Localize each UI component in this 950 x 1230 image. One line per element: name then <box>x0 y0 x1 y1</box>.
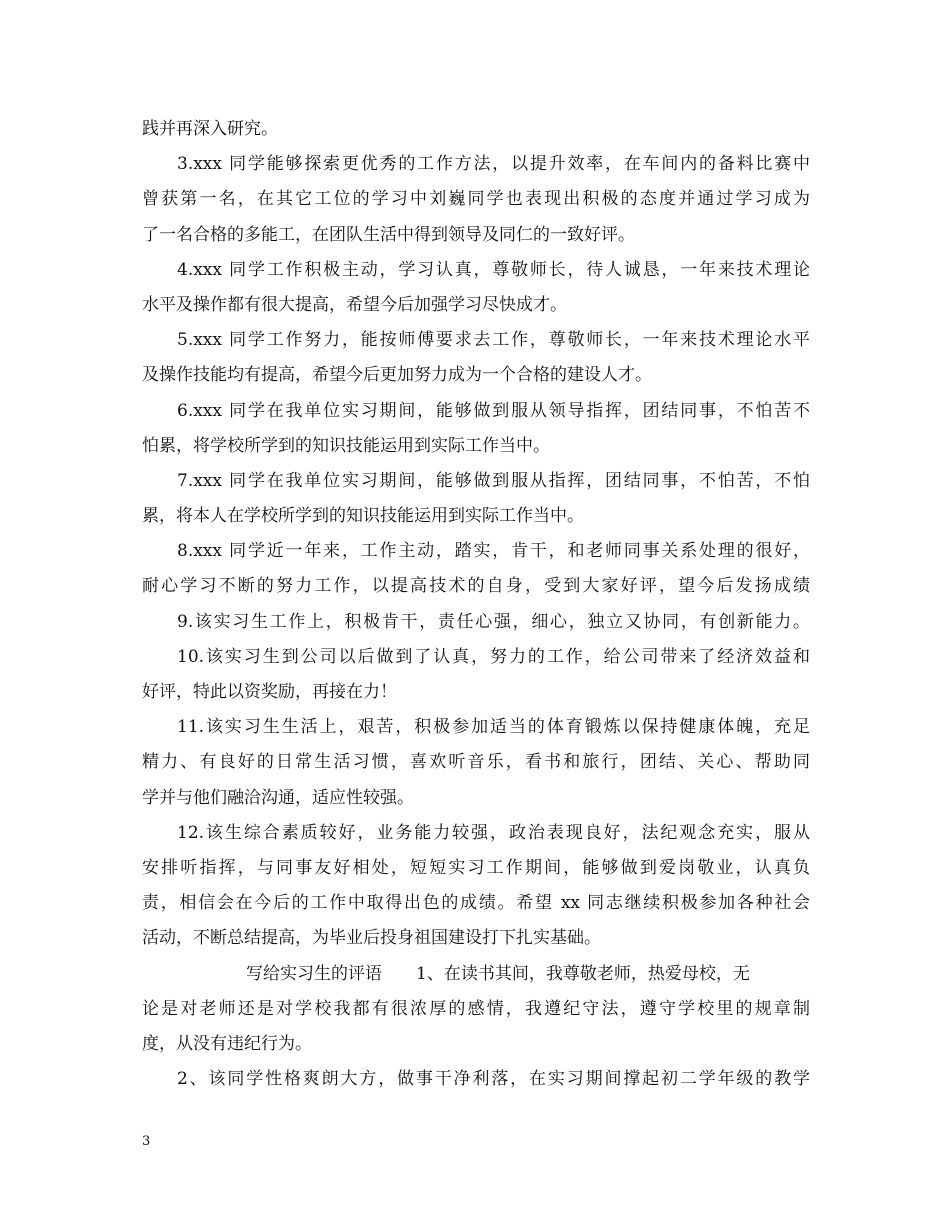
text-line: 6.xxx 同学在我单位实习期间，能够做到服从领导指挥，团结同事，不怕苦不 <box>177 400 810 421</box>
text-line: 怕累，将学校所学到的知识技能运用到实际工作当中。 <box>142 435 550 456</box>
text-line: 好评，特此以资奖励，再接在力！ <box>142 682 397 702</box>
text-line: 2、该同学性格爽朗大方，做事干净利落，在实习期间撑起初二学年级的教学 <box>177 1069 810 1090</box>
text-line: 10.该实习生到公司以后做到了认真，努力的工作，给公司带来了经济效益和 <box>177 646 810 667</box>
text-line: 11.该实习生生活上，艰苦，积极参加适当的体育锻炼以保持健康体魄，充足 <box>177 717 810 738</box>
text-line: 4.xxx 同学工作积极主动，学习认真，尊敬师长，待人诚恳，一年来技术理论 <box>177 259 810 280</box>
section-heading-line <box>142 957 810 992</box>
text-line: 5.xxx 同学工作努力，能按师傅要求去工作，尊敬师长，一年来技术理论水平 <box>177 330 810 351</box>
text-line: 耐心学习不断的努力工作，以提高技术的自身，受到大家好评，望今后发扬成绩 <box>142 576 810 597</box>
text-line: 12.该生综合素质较好，业务能力较强，政治表现良好，法纪观念充实，服从 <box>177 822 810 843</box>
text-line: 践并再深入研究。 <box>142 119 278 139</box>
text-line: 责，相信会在今后的工作中取得出色的成绩。希望 xx 同志继续积极参加各种社会 <box>142 893 810 914</box>
text-line: 9.该实习生工作上，积极肯干，责任心强，细心，独立又协同，有创新能力。 <box>177 611 810 632</box>
text-line: 水平及操作都有很大提高，希望今后加强学习尽快成才。 <box>142 294 567 315</box>
section-heading: 写给实习生的评语 <box>246 963 382 984</box>
text-line: 论是对老师还是对学校我都有很浓厚的感情，我遵纪守法，遵守学校里的规章制 <box>142 998 810 1019</box>
text-line: 7.xxx 同学在我单位实习期间，能够做到服从指挥，团结同事，不怕苦，不怕 <box>177 470 810 491</box>
text-line: 8.xxx 同学近一年来，工作主动，踏实，肯干，和老师同事关系处理的很好， <box>177 541 810 562</box>
text-line: 及操作技能均有提高，希望今后更加努力成为一个合格的建设人才。 <box>142 365 652 386</box>
text-line: 活动，不断总结提高，为毕业后投身祖国建设打下扎实基础。 <box>142 928 601 949</box>
section-first-line: 1、在读书其间，我尊敬老师，热爱母校，无 <box>416 963 750 984</box>
text-line: 3.xxx 同学能够探索更优秀的工作方法，以提升效率，在车间内的备料比赛中 <box>177 154 810 175</box>
text-line: 累，将本人在学校所学到的知识技能运用到实际工作当中。 <box>142 506 584 527</box>
document-body <box>142 112 810 1097</box>
text-line: 了一名合格的多能工，在团队生活中得到领导及同仁的一致好评。 <box>142 224 635 245</box>
text-line: 安排听指挥，与同事友好相处，短短实习工作期间，能够做到爱岗敬业，认真负 <box>142 857 810 878</box>
text-line: 学并与他们融洽沟通，适应性较强。 <box>142 787 414 808</box>
text-line: 曾获第一名，在其它工位的学习中刘巍同学也表现出积极的态度并通过学习成为 <box>142 189 810 210</box>
text-line: 度，从没有违纪行为。 <box>142 1033 312 1054</box>
page-number: 3 <box>142 1134 151 1149</box>
text-line: 精力、有良好的日常生活习惯，喜欢听音乐，看书和旅行，团结、关心、帮助同 <box>142 752 810 773</box>
